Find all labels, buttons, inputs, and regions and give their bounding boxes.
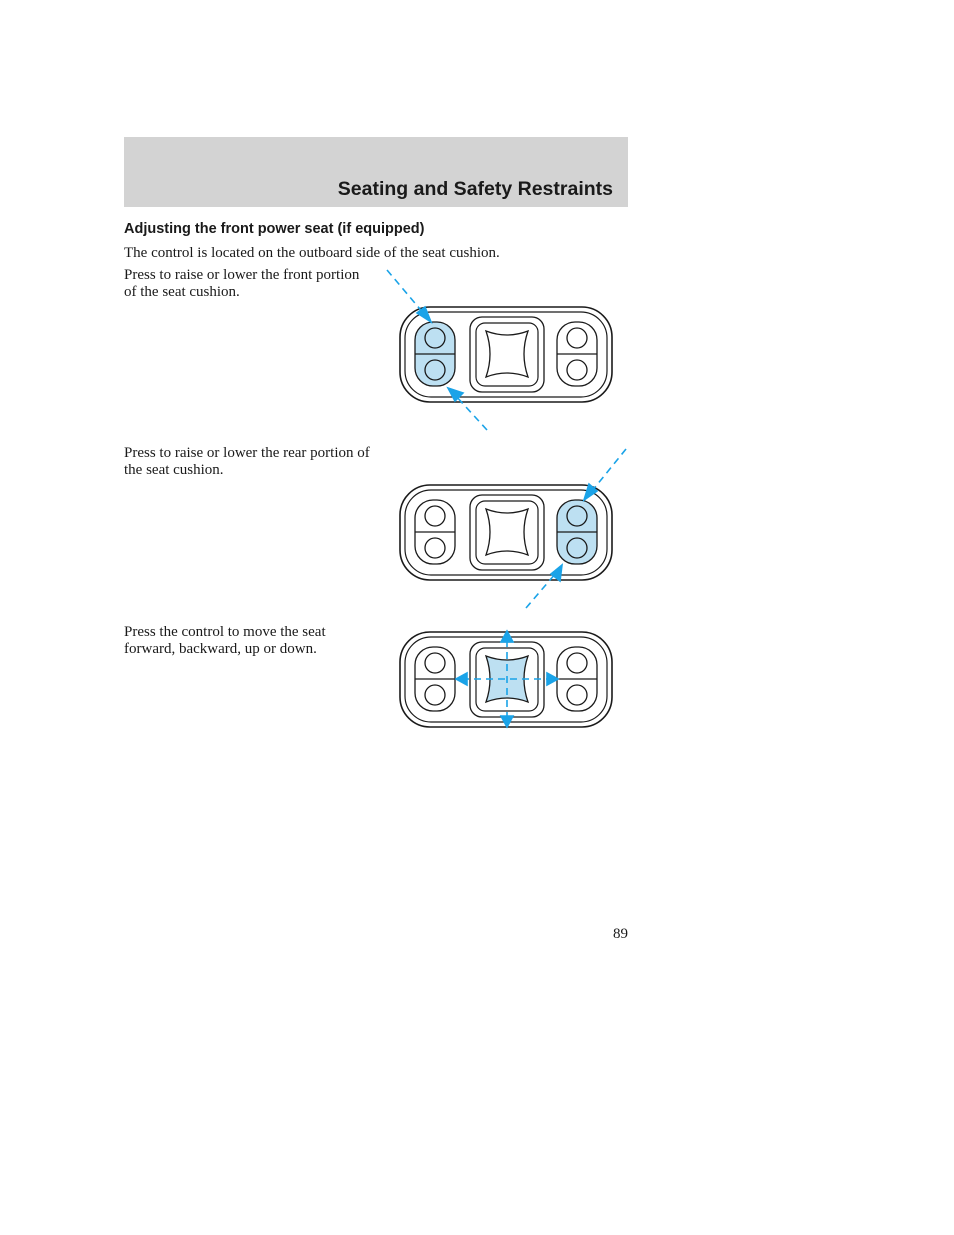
seat-control-center-diagram [390,628,625,730]
step-2-caption: Press to raise or lower the rear portion of the seat cushion. [124,445,370,478]
page-number: 89 [613,926,628,942]
center-seat-control [470,495,544,570]
page-title: Seating and Safety Restraints [337,178,613,200]
center-seat-control [470,317,544,392]
step-3-caption: Press the control to move the seat forward, backward, up or down. [124,624,326,657]
header-band [124,137,628,207]
seat-control-front-diagram [355,265,620,435]
section-heading: Adjusting the front power seat (if equipped) [124,221,425,237]
intro-text: The control is located on the outboard side of the seat cushion. [124,245,500,261]
rear-seat-button [557,500,597,564]
step-1-caption: Press to raise or lower the front portion of the seat cushion. [124,267,360,300]
seat-control-rear-diagram [390,443,630,613]
rear-seat-button [557,322,597,386]
front-seat-button [415,500,455,564]
rear-seat-button [557,647,597,711]
front-seat-button [415,647,455,711]
front-seat-button [415,322,455,386]
